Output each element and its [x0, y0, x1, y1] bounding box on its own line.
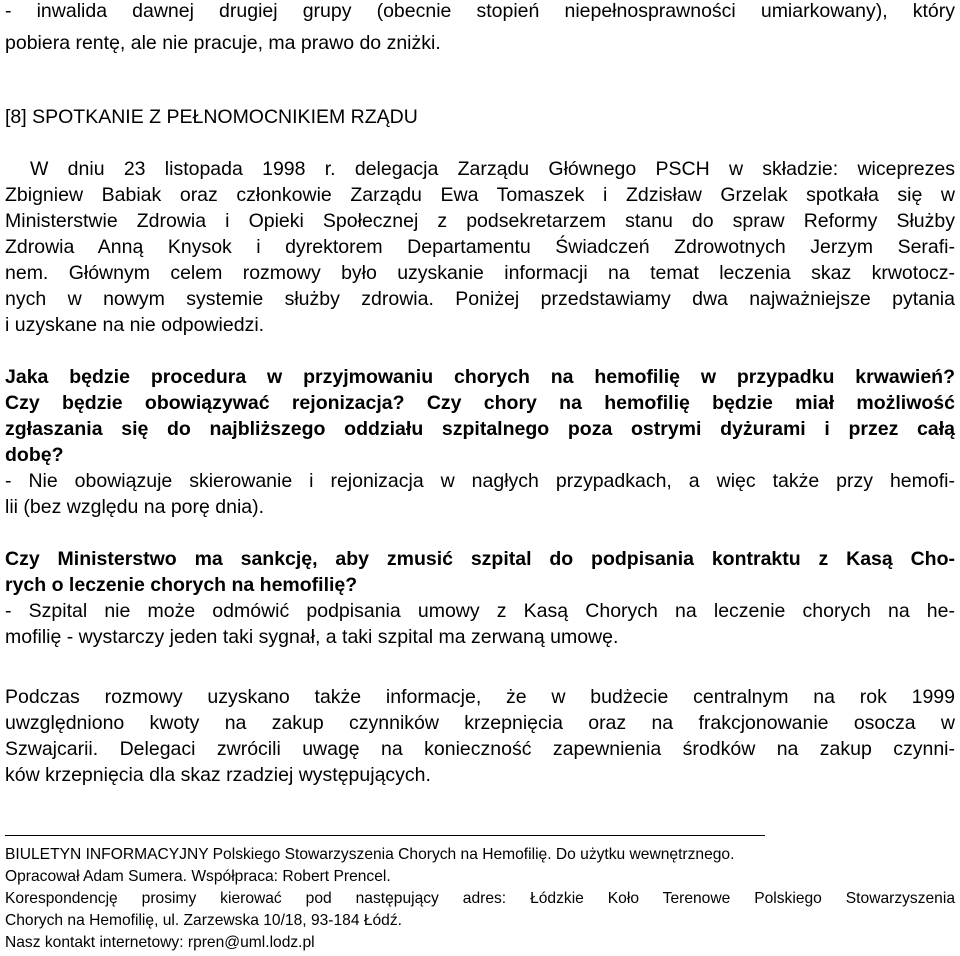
paragraph-line: Podczas rozmowy uzyskano także informacje, że w budżecie centralnym na rok 1999	[5, 686, 955, 708]
paragraph-line: W dniu 23 listopada 1998 r. delegacja Zarządu Głównego PSCH w składzie: wiceprezes	[30, 158, 955, 180]
answer-line: - Nie obowiązuje skierowanie i rejonizacja w nagłych przypadkach, a więc także przy hemofi-	[5, 470, 955, 492]
question-line: Jaka będzie procedura w przyjmowaniu chorych na hemofilię w przypadku krwawień?	[5, 366, 955, 388]
section-heading: [8] SPOTKANIE Z PEŁNOMOCNIKIEM RZĄDU	[5, 106, 418, 128]
footer-line: Opracował Adam Sumera. Współpraca: Robert Prencel.	[5, 868, 391, 885]
question-line: Czy Ministerstwo ma sankcję, aby zmusić szpital do podpisania kontraktu z Kasą Cho-	[5, 548, 955, 570]
paragraph-line: Ministerstwie Zdrowia i Opieki Społecznej z podsekretarzem stanu do spraw Reformy Służby	[5, 210, 955, 232]
question-line: dobę?	[5, 444, 64, 466]
paragraph-line: Zbigniew Babiak oraz członkowie Zarządu Ewa Tomaszek i Zdzisław Grzelak spotkała się w	[5, 184, 955, 206]
paragraph-line: i uzyskane na nie odpowiedzi.	[5, 314, 265, 336]
question-line: rych o leczenie chorych na hemofilię?	[5, 574, 358, 596]
answer-line: - Szpital nie może odmówić podpisania umowy z Kasą Chorych na leczenie chorych na he-	[5, 600, 955, 622]
answer-line: lii (bez względu na porę dnia).	[5, 496, 265, 518]
paragraph-line: Szwajcarii. Delegaci zwrócili uwagę na konieczność zapewnienia środków na zakup czynni-	[5, 738, 955, 760]
answer-line: mofilię - wystarczy jeden taki sygnał, a taki szpital ma zerwaną umowę.	[5, 626, 619, 648]
intro-line: - inwalida dawnej drugiej grupy (obecnie stopień niepełnosprawności umiarkowany), który	[5, 0, 955, 22]
paragraph-line: ków krzepnięcia dla skaz rzadziej występujących.	[5, 764, 431, 786]
footer-line: Korespondencję prosimy kierować pod następujący adres: Łódzkie Koło Terenowe Polskiego Stowarzyszenia	[5, 890, 955, 907]
footer-line: Chorych na Hemofilię, ul. Zarzewska 10/18, 93-184 Łódź.	[5, 912, 402, 929]
footer-contact: Nasz kontakt internetowy: rpren@uml.lodz.pl	[5, 934, 315, 951]
paragraph-line: uwzględniono kwoty na zakup czynników krzepnięcia oraz na frakcjonowanie osocza w	[5, 712, 955, 734]
footer-line: BIULETYN INFORMACYJNY Polskiego Stowarzyszenia Chorych na Hemofilię. Do użytku wewnętrznego.	[5, 846, 735, 863]
paragraph-line: nem. Głównym celem rozmowy było uzyskanie informacji na temat leczenia skaz krwotocz-	[5, 262, 955, 284]
footer-divider	[5, 835, 765, 836]
intro-line: pobiera rentę, ale nie pracuje, ma prawo do zniżki.	[5, 32, 441, 54]
question-line: Czy będzie obowiązywać rejonizacja? Czy chory na hemofilię będzie miał możliwość	[5, 392, 955, 414]
paragraph-line: nych w nowym systemie służby zdrowia. Poniżej przedstawiamy dwa najważniejsze pytania	[5, 288, 955, 310]
question-line: zgłaszania się do najbliższego oddziału szpitalnego poza ostrymi dyżurami i przez całą	[5, 418, 955, 440]
paragraph-line: Zdrowia Anną Knysok i dyrektorem Departamentu Świadczeń Zdrowotnych Jerzym Serafi-	[5, 236, 955, 258]
